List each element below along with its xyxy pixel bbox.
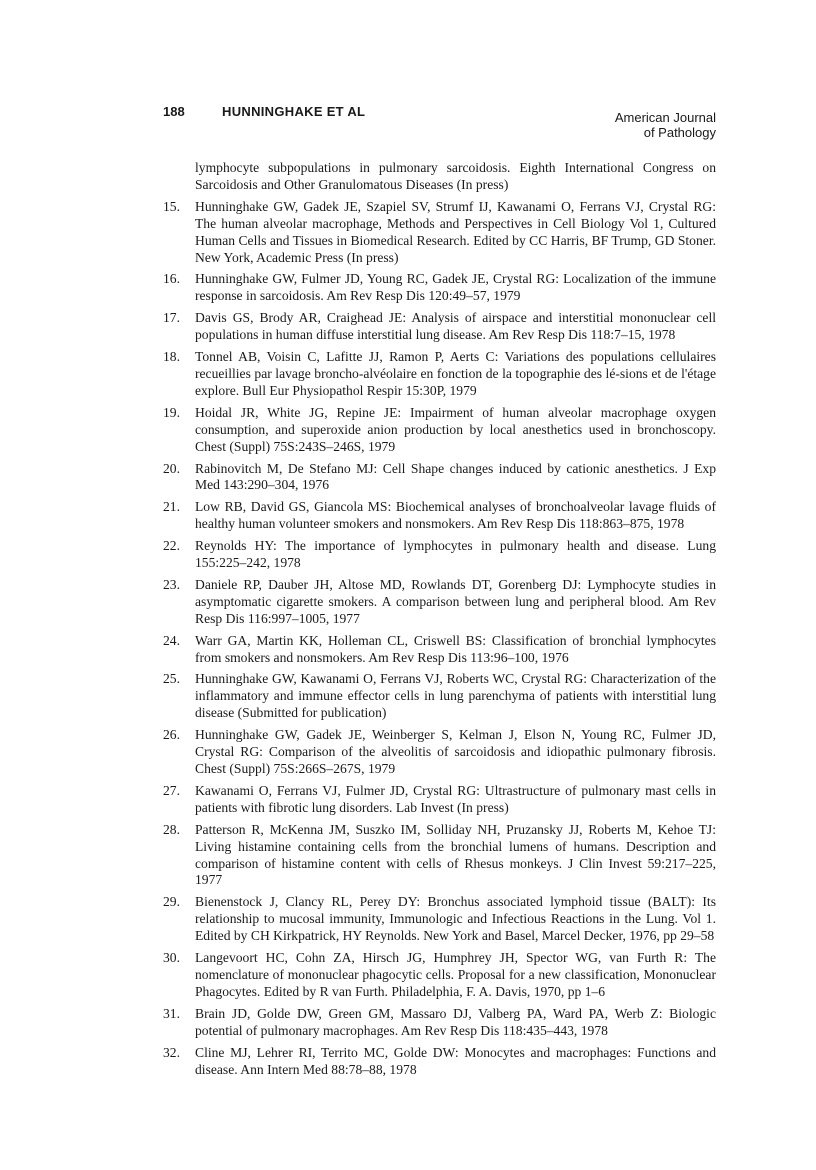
reference-text: Brain JD, Golde DW, Green GM, Massaro DJ, Valberg PA, Ward PA, Werb Z: Biologic potential of pulmonary macrophages. Am Rev Resp Dis 118:435–443, 1978 bbox=[195, 1005, 716, 1038]
reference-number: 31. bbox=[163, 1005, 180, 1021]
reference-continuation: lymphocyte subpopulations in pulmonary sarcoidosis. Eighth International Congress on Sarcoidosis and Other Granulomatous Diseases (In press) bbox=[195, 160, 716, 192]
reference-item bbox=[163, 822, 716, 890]
reference-item bbox=[163, 499, 716, 533]
reference-item bbox=[163, 727, 716, 778]
reference-item bbox=[163, 894, 716, 945]
running-head: HUNNINGHAKE ET AL bbox=[222, 104, 366, 119]
reference-number: 23. bbox=[163, 576, 180, 592]
reference-number: 22. bbox=[163, 538, 180, 554]
reference-text: Hunninghake GW, Gadek JE, Szapiel SV, Strumf IJ, Kawanami O, Ferrans VJ, Crystal RG: The human alveolar macrophage, Methods and Perspectives in Cell Biology Vol 1, Cultured Human Cells and Tissues in Biomedical Research. Edited by CC Harris, BF Trump, GD Stoner. New York, Academic Press (In press) bbox=[195, 198, 716, 265]
reference-number: 29. bbox=[163, 894, 180, 910]
journal-name-line2: of Pathology bbox=[643, 125, 716, 140]
reference-text: Daniele RP, Dauber JH, Altose MD, Rowlands DT, Gorenberg DJ: Lymphocyte studies in asymptomatic cigarette smokers. A comparison between lung and peripheral blood. Am Rev Resp Dis 116:997–1005, 1977 bbox=[195, 576, 716, 626]
reference-number: 30. bbox=[163, 950, 180, 966]
reference-text: Hunninghake GW, Kawanami O, Ferrans VJ, Roberts WC, Crystal RG: Characterization of the inflammatory and immune effector cells in lung parenchyma of patients with interstitial lung disease (Submitted for publication) bbox=[195, 671, 716, 721]
reference-number: 20. bbox=[163, 460, 180, 476]
reference-items bbox=[163, 199, 716, 1079]
reference-item bbox=[163, 538, 716, 572]
reference-number: 28. bbox=[163, 821, 180, 837]
reference-number: 19. bbox=[163, 404, 180, 420]
reference-list bbox=[163, 160, 716, 1078]
reference-number: 21. bbox=[163, 499, 180, 515]
reference-item bbox=[163, 783, 716, 817]
reference-text: Low RB, David GS, Giancola MS: Biochemical analyses of bronchoalveolar lavage fluids of healthy human volunteer smokers and nonsmokers. Am Rev Resp Dis 118:863–875, 1978 bbox=[195, 499, 716, 532]
reference-item bbox=[163, 349, 716, 400]
reference-item bbox=[163, 271, 716, 305]
reference-text: Warr GA, Martin KK, Holleman CL, Criswell BS: Classification of bronchial lymphocytes from smokers and nonsmokers. Am Rev Resp Dis 113:96–100, 1976 bbox=[195, 632, 716, 665]
reference-number: 18. bbox=[163, 349, 180, 365]
reference-item bbox=[163, 671, 716, 722]
reference-number: 16. bbox=[163, 271, 180, 287]
reference-number: 25. bbox=[163, 671, 180, 687]
reference-text: Langevoort HC, Cohn ZA, Hirsch JG, Humphrey JH, Spector WG, van Furth R: The nomenclature of mononuclear phagocytic cells. Proposal for a new classification, Mononuclear Phagocytes. Edited by R van Furth. Philadelphia, F. A. Davis, 1970, pp 1–6 bbox=[195, 950, 716, 999]
reference-number: 32. bbox=[163, 1044, 180, 1060]
reference-number: 27. bbox=[163, 782, 180, 798]
reference-text: Hunninghake GW, Gadek JE, Weinberger S, Kelman J, Elson N, Young RC, Fulmer JD, Crystal RG: Comparison of the alveolitis of sarcoidosis and idiopathic pulmonary fibrosis. Chest (Suppl) 75S:266S–267S, 1979 bbox=[195, 727, 716, 776]
reference-text: Hunninghake GW, Fulmer JD, Young RC, Gadek JE, Crystal RG: Localization of the immune response in sarcoidosis. Am Rev Resp Dis 120:49–57, 1979 bbox=[195, 271, 716, 304]
reference-item bbox=[163, 1045, 716, 1079]
reference-text: Davis GS, Brody AR, Craighead JE: Analysis of airspace and interstitial mononuclear cell populations in human diffuse interstitial lung disease. Am Rev Resp Dis 118:7–15, 1978 bbox=[195, 310, 716, 343]
page-number: 188 bbox=[163, 104, 185, 119]
reference-number: 26. bbox=[163, 727, 180, 743]
reference-text: Kawanami O, Ferrans VJ, Fulmer JD, Crystal RG: Ultrastructure of pulmonary mast cells in patients with fibrotic lung disorders. Lab Invest (In press) bbox=[195, 782, 716, 815]
reference-number: 15. bbox=[163, 198, 180, 214]
reference-item bbox=[163, 199, 716, 267]
reference-item bbox=[163, 577, 716, 628]
reference-text: Cline MJ, Lehrer RI, Territo MC, Golde DW: Monocytes and macrophages: Functions and disease. Ann Intern Med 88:78–88, 1978 bbox=[195, 1044, 716, 1077]
reference-number: 17. bbox=[163, 310, 180, 326]
reference-text: Hoidal JR, White JG, Repine JE: Impairment of human alveolar macrophage oxygen consumption, and superoxide anion production by local anesthetics used in bronchoscopy. Chest (Suppl) 75S:243S–246S, 1979 bbox=[195, 404, 716, 454]
reference-item bbox=[163, 1006, 716, 1040]
reference-item bbox=[163, 461, 716, 495]
journal-name bbox=[615, 110, 716, 140]
reference-item bbox=[163, 950, 716, 1001]
reference-item bbox=[163, 633, 716, 667]
reference-item bbox=[163, 405, 716, 456]
reference-text: Bienenstock J, Clancy RL, Perey DY: Bronchus associated lymphoid tissue (BALT): Its relationship to mucosal immunity, Immunologic and Infectious Reactions in the Lung. Vol 1. Edited by CH Kirkpatrick, HY Reynolds. New York and Basel, Marcel Decker, 1976, pp 29–58 bbox=[195, 894, 716, 944]
journal-name-line1: American Journal bbox=[614, 110, 716, 125]
reference-number: 24. bbox=[163, 632, 180, 648]
reference-text: Tonnel AB, Voisin C, Lafitte JJ, Ramon P, Aerts C: Variations des populations cellulaires recueillies par lavage broncho-alvéolaire en fonction de la topographie des lé-sions et de l'étage explore. Bull Eur Physiopathol Respir 15:30P, 1979 bbox=[195, 349, 716, 398]
reference-text: Reynolds HY: The importance of lymphocytes in pulmonary health and disease. Lung 155:225–242, 1978 bbox=[195, 538, 716, 571]
reference-item bbox=[163, 310, 716, 344]
reference-text: Patterson R, McKenna JM, Suszko IM, Solliday NH, Pruzansky JJ, Roberts M, Kehoe TJ: Living histamine containing cells from the bronchial lumens of humans. Description and comparison of histamine content with cells of Rhesus monkeys. J Clin Invest 59:217–225, 1977 bbox=[195, 821, 716, 888]
reference-text: Rabinovitch M, De Stefano MJ: Cell Shape changes induced by cationic anesthetics. J Exp Med 143:290–304, 1976 bbox=[195, 460, 716, 493]
